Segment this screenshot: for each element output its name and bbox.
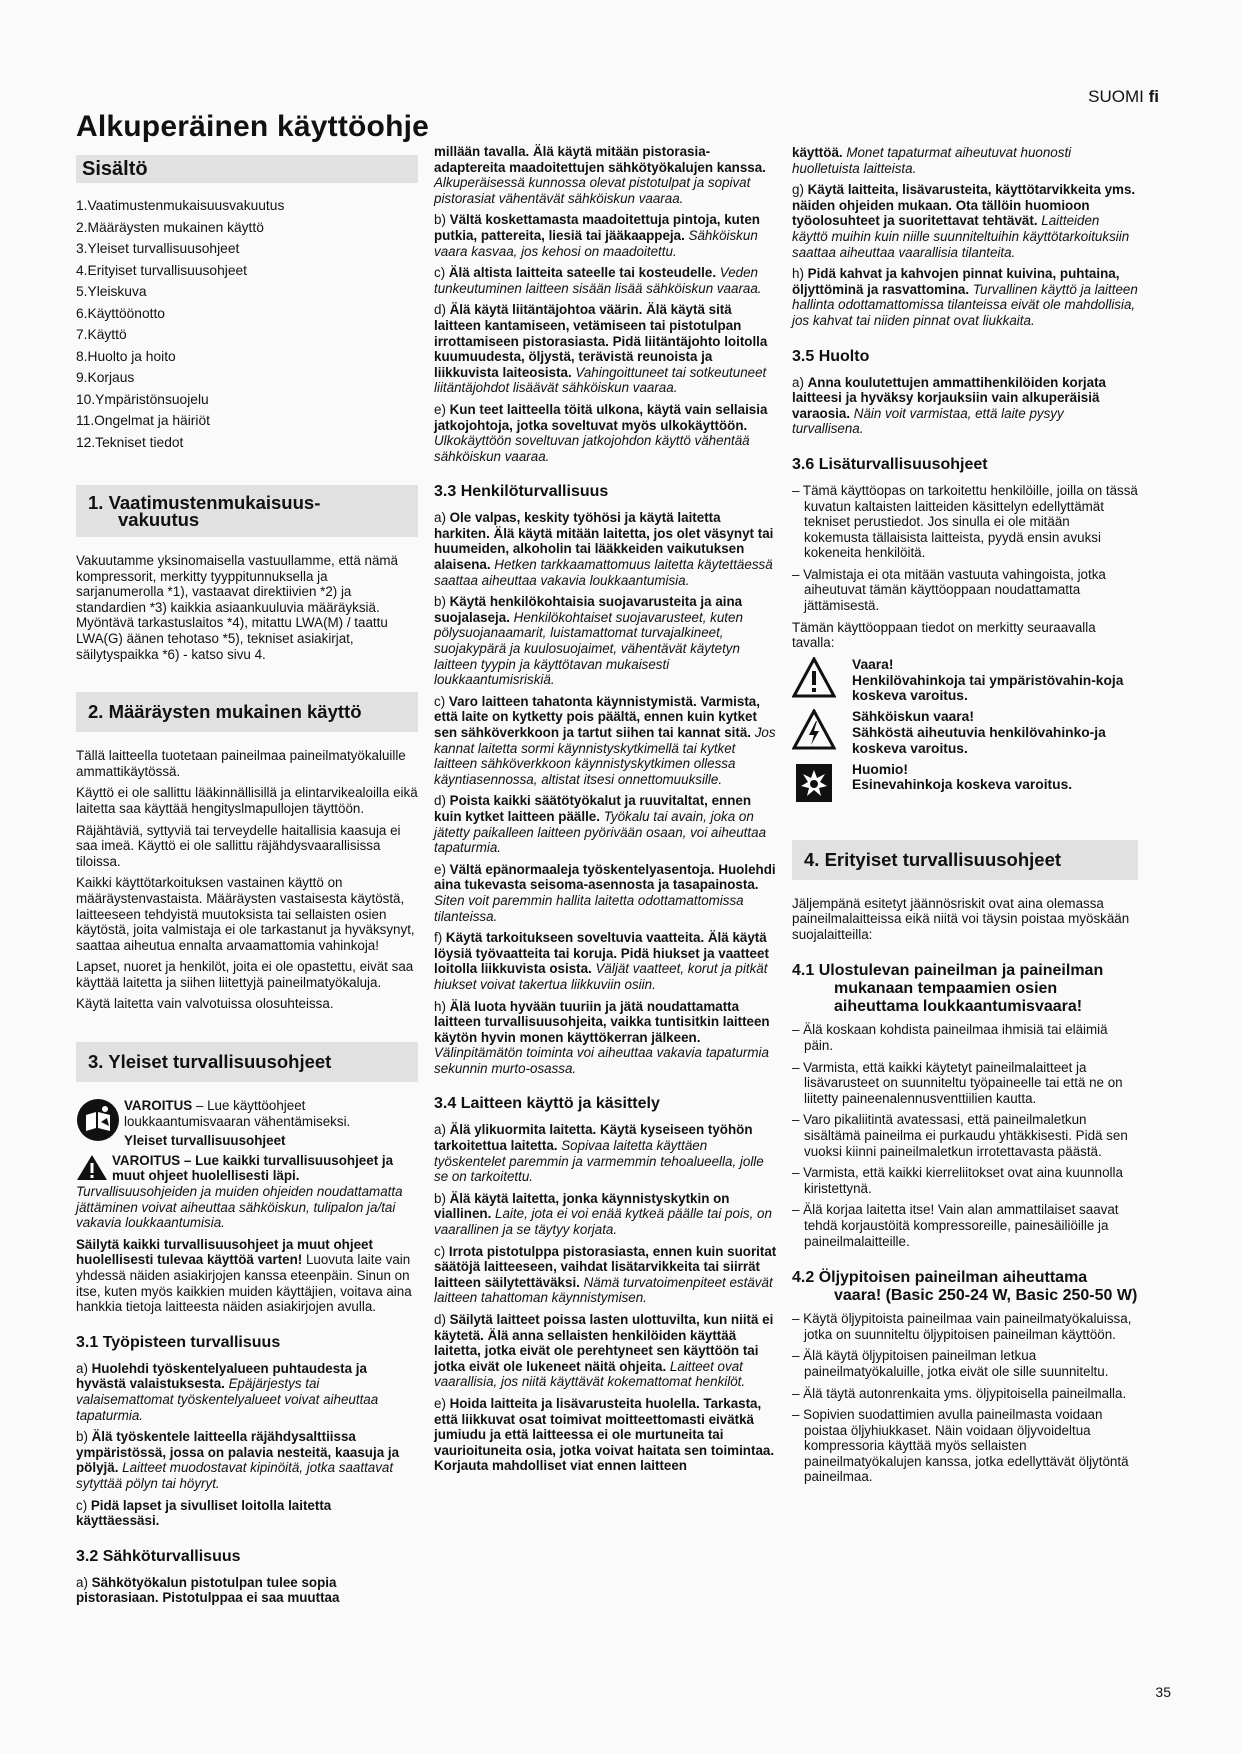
rule-bold: Vältä epänormaaleja työskentelyasentoja. Huolehdi aina tukevasta seisoma-asennosta ja tasapainosta. [434,861,776,893]
rule-bold: Poista kaikki säätötyökalut ja ruuvitaltat, ennen kuin kytket laitteen päälle. [434,793,752,824]
toc-item: 1.Vaatimustenmukaisuusvakuutus [76,198,285,213]
rule-bold: Hoida laitteita ja lisävarusteita huolella. Tarkasta, että liikkuvat osat toimivat moitteettomasti eivätkä jumiudu ja että laitteessa ei ole murtuneita tai vaurioituneita osia, jotka voivat haitata sen toimintaa. Korjauta mahdolliset viat ennen laitteen [434,1395,775,1474]
toc-item: 7.Käyttö [76,327,127,342]
section-1-heading-line1: 1. Vaatimustenmukaisuus- [88,492,321,513]
list-item: – Tämä käyttöopas on tarkoitettu henkilöille, joilla on tässä kuvatun kaltaisten laitteiden käsittelyn edellyttämät tekniset perustiedot. Jos sinulla ei ole mitään kokemusta tällaisista laitteista, pyydä ensin avuksi kokeneita henkilöitä. [792,482,1138,561]
rule-bold: Älä luota hyvään tuuriin ja jätä noudattamatta laitteen turvallisuusohjeita, vaikka tuntisitkin laitteen käytön hyvin monen käyttökerran jälkeen. [434,998,770,1045]
rule-letter: c) [434,1243,449,1259]
rule-italic: Laitteet muodostavat kipinöitä, jotka saattavat sytyttää pölyn tai höyryt. [76,1460,394,1491]
read-manual-icon [76,1098,120,1142]
paragraph: Käytä laitetta vain valvotuissa olosuhteissa. [76,996,334,1012]
rule-item [76,1361,418,1423]
material-damage-icon [792,762,836,804]
rule-letter: e) [434,861,450,877]
list-item: – Käytä öljypitoista paineilmaa vain paineilmatyökaluissa, jotka on suunniteltu öljypitoisen paineilman käyttöön. [792,1311,1132,1342]
rule-bold: Älä altista laitteita sateelle tai kosteudelle. [448,265,717,281]
subsection-4-2-heading: 4.2 Öljypitoisen paineilman aiheuttama vaara! (Basic 250-24 W, Basic 250-50 W) [792,1269,1138,1305]
rule-item [434,302,780,396]
section-3-heading: 3. Yleiset turvallisuusohjeet [76,1042,418,1082]
rule-item [434,510,780,588]
symbol-title: Huomio! [852,761,908,777]
rule-italic: Laitteiden käyttö muihin kuin niille suunniteltuihin käyttötarkoituksiin saattaa aiheuttaa vaarallisia tilanteita. [792,213,1130,260]
subsection-4-1-heading: 4.1 Ulostulevan paineilman ja paineilman mukanaan tempaamien osien aiheuttama loukkaantumisvaara! [792,962,1104,1016]
rule-letter: h) [792,266,808,282]
rule-bold: Varo laitteen tahatonta käynnistymistä. Varmista, että laite on kytketty pois päältä, ennen kuin kytket sen sähköverkkoon ja tartut siihen tai kannat sitä. [434,693,760,740]
warning-italic: Turvallisuusohjeiden ja muiden ohjeiden noudattamatta jättäminen voivat aiheuttaa sähköiskun, tulipalon ja/tai vakavia loukkaantumisia. [76,1184,403,1231]
rule-italic: Sähköiskun vaara kasvaa, jos kehosi on maadoitettu. [434,227,758,259]
rule-italic: Näin voit varmistaa, että laite pysyy turvallisena. [792,405,1064,437]
warning-read-all [76,1153,418,1231]
paragraph: Kaikki käyttötarkoituksen vastainen käyttö on määräystenvastaista. Määräysten vastaisesta käytöstä, laitteeseen tehdyistä muutoksista tai sellaisten osien käytöstä, joita valmistaja ei ole tarkastanut ja hyväksynyt, saattaa aiheutua ennalta arvaamattomia vahinkoja! [76,875,415,953]
rule-italic: Sopivaa laitetta käyttäen työskentelet paremmin ja varmemmin tehoalueella, jolle se on tarkoitettu. [434,1138,764,1185]
rule-bold: Irrota pistotulppa pistorasiasta, ennen kuin suoritat säätöjä laitteeseen, vaihdat lisätarvikkeita tai siirrät laitteen säilytettäväksi. [434,1243,777,1290]
rule-letter: b) [434,212,450,228]
rule-italic: Nämä turvatoimenpiteet estävät laitteen tahattoman käynnistymisen. [434,1274,773,1306]
rule-letter: a) [76,1360,92,1376]
language-name: SUOMI [1088,87,1144,106]
read-manual-warning [76,1098,418,1149]
symbol-description: Sähköstä aiheutuvia henkilövahinko-ja koskeva varoitus. [852,725,1106,756]
rule-bold: Käytä henkilökohtaisia suojavarusteita ja aina suojalaseja. [434,594,743,625]
language-header [1088,87,1159,107]
toc-item: 10.Ympäristönsuojelu [76,391,209,407]
rule-item-continued [792,145,1138,176]
rule-letter: a) [76,1574,92,1590]
rule-italic: Henkilökohtaiset suojavarusteet, kuten pölysuojanaamarit, luistamattomat turvajalkineet, suojakypärä ja kuulosuojaimet, vähentävät käytetyn laitteen tyypin ja käyttötavan mukaisesti loukkaantumisriskiä. [434,609,743,688]
section-2-heading: 2. Määräysten mukainen käyttö [76,692,418,732]
rule-item [792,182,1138,260]
rule-italic: Monet tapaturmat aiheutuvat huonosti huolletuista laitteista. [792,145,1072,176]
rule-item [792,266,1138,328]
list-item: – Valmistaja ei ota mitään vastuuta vahingoista, jotka aiheutuvat tämän käyttöoppaan noudattamatta jättämisestä. [792,566,1106,614]
rule-letter: a) [434,510,450,526]
rule-bold: Käytä tarkoitukseen soveltuvia vaatteita. Älä käytä löysiä työvaatteita tai koruja. Pidä hiukset ja vaatteet loitolla liikkuvista osista. [434,930,769,977]
rule-italic: Epäjärjestys tai valaisemattomat työskentelyalueet voivat aiheuttaa tapaturmia. [76,1376,379,1423]
subsection-3-2-heading: 3.2 Sähköturvallisuus [76,1547,241,1565]
declaration-text: Vakuutamme yksinomaisella vastuullamme, että nämä kompressorit, merkitty tyyppitunnuksella ja sarjanumerolla *1), vastaavat direktiivien *2) ja standardien *3) kaikkia asiaankuuluvia määräyksiä. Myöntävä tarkastuslaitos *4), mitattu LWA(M) / taattu LWA(G) äänen tehotaso *5), tekniset asiakirjat, säilytyspaikka *6) - katso sivu 4. [76,553,399,662]
warning-text: – Lue käyttöohjeet loukkaantumisvaaran vähentämiseksi. [124,1098,351,1129]
rule-bold: Sähkötyökalun pistotulpan tulee sopia pistorasiaan. Pistotulppaa ei saa muuttaa [76,1574,340,1606]
rule-italic: Siten voit paremmin hallita laitetta odottamattomissa tilanteissa. [434,892,744,924]
list-item: – Varmista, että kaikki käytetyt paineilmalaitteet ja lisävarusteet on suunniteltu työpaineelle tai että ne on liitetty paineenalennusventtiilien kautta. [792,1059,1123,1106]
rule-bold: Älä käytä laitetta, jonka käynnistyskytkin on viallinen. [434,1190,730,1222]
rule-letter: d) [434,793,450,809]
subsection-3-1-heading: 3.1 Työpisteen turvallisuus [76,1333,281,1351]
keep-instructions [76,1237,418,1315]
list-item: – Älä korjaa laitetta itse! Vain alan ammattilaiset saavat tehdä korjaustöitä kompressoreille, painesäiliöille ja paineilmalaitteille. [792,1202,1119,1249]
rule-letter: c) [434,265,449,281]
rule-italic: Laite, jota ei voi enää kytkeä päälle tai pois, on vaarallinen ja se täytyy korjata. [434,1206,772,1238]
general-safety-title: Yleiset turvallisuusohjeet [124,1133,286,1149]
rule-item [434,1244,780,1306]
rule-bold: Älä työskentele laitteella räjähdysalttiissa ympäristössä, jossa on palavia nesteitä, kaasuja ja pölyjä. [76,1429,400,1476]
paragraph: Lapset, nuoret ja henkilöt, joita ei ole opastettu, eivät saa käyttää laitetta ja siihen liitettyjä paineilmatyökaluja. [76,959,414,990]
column-3 [792,145,1138,1491]
rule-bold: Säilytä laitteet poissa lasten ulottuvilta, kun niitä ei käytetä. Älä anna sellaisten henkilöiden käyttää laitetta, jotka eivät ole perehtyneet sen käyttöön tai jotka eivät ole lukeneet näitä ohjeita. [434,1312,774,1374]
rule-item [76,1498,418,1529]
rule-item [434,1191,780,1238]
paragraph: Käyttö ei ole sallittu lääkinnällisillä ja elintarvikealoilla eikä laitetta saa käyttää hengityslmapullojen täyttöön. [76,785,418,816]
page-title: Alkuperäinen käyttöohje [76,110,430,143]
rule-letter: f) [434,930,446,946]
read-manual-text [124,1098,418,1149]
rule-item [434,265,780,296]
rule-bold: Pidä kahvat ja kahvojen pinnat kuivina, puhtaina, öljyttöminä ja rasvattomina. [792,266,1120,297]
rule-letter: d) [434,1312,450,1327]
paragraph: Tällä laitteella tuotetaan paineilmaa paineilmatyökaluille ammattikäytössä. [76,748,406,779]
symbol-electric [792,709,1138,756]
rule-italic: Veden tunkeutuminen laitteen sisään lisää sähköiskun vaaraa. [434,265,762,296]
rule-item [434,594,780,688]
rule-italic: Turvallinen käyttö ja laitteen hallinta odottamattomissa tilanteissa eivät ole mahdollisia, jos kahvat tai niiden pinnat ovat liukkaita. [792,281,1138,328]
rule-letter: h) [434,998,450,1014]
toc-item: 4.Erityiset turvallisuusohjeet [76,262,248,278]
warning-label: VAROITUS [124,1098,193,1114]
rule-item [76,1575,418,1606]
page-number: 35 [1155,1684,1171,1700]
rule-item [792,375,1138,437]
symbol-title: Sähköiskun vaara! [852,709,974,725]
toc-item: 6.Käyttöönotto [76,305,165,321]
subsection-3-4-heading: 3.4 Laitteen käyttö ja käsittely [434,1095,660,1113]
warning-triangle-icon [76,1154,108,1181]
rule-letter: b) [76,1429,92,1445]
section-1-heading [76,485,418,537]
symbol-description: Henkilövahinkoja tai ympäristövahin-koja koskeva varoitus. [852,672,1124,704]
section-4-intro: Jäljempänä esitetyt jäännösriskit ovat aina olemassa paineilmalaitteissa eikä niitä voi täysin poistaa myöskään suojalaitteilla: [792,895,1130,942]
section-4-heading: 4. Erityiset turvallisuusohjeet [792,840,1138,880]
rule-bold: Vältä koskettamasta maadoitettuja pintoja, kuten putkia, pattereita, liesiä tai jääkaappeja. [434,212,760,243]
rule-item [434,1396,780,1474]
toc-item: 2.Määräysten mukainen käyttö [76,219,264,235]
list-item: – Älä koskaan kohdista paineilmaa ihmisiä tai eläimiä päin. [792,1022,1108,1053]
column-2 [434,144,780,1480]
rule-italic: Hetken tarkkaamattomuus laitetta käytettäessä saattaa aiheuttaa vakavia loukkaantumisia. [434,557,773,588]
language-code: fi [1148,87,1159,106]
column-1 [76,145,418,1612]
rule-bold: Pidä lapset ja sivulliset loitolla laitetta käyttäessäsi. [76,1497,332,1529]
warning-triangle-icon [792,657,836,699]
rule-italic: Vahingoittuneet tai sotkeutuneet liitäntäjohdot lisäävät sähköiskun vaaraa. [434,364,767,396]
list-item: – Varmista, että kaikki kierreliitokset ovat aina kuunnolla kiristettynä. [792,1165,1123,1196]
toc-item: 12.Tekniset tiedot [76,434,184,450]
rule-letter: a) [792,374,808,390]
rule-item [434,999,780,1077]
warning-bold: VAROITUS – Lue kaikki turvallisuusohjeet ja muut ohjeet huolellisesti läpi. [112,1152,394,1184]
symbol-danger [792,657,1138,704]
rule-letter: d) [434,302,450,318]
rule-italic: Väljät vaatteet, korut ja pitkät hiukset voivat takertua liikkuviin osiin. [434,961,768,992]
rule-item [434,402,780,464]
electric-shock-icon [792,709,836,751]
rule-item [434,930,780,992]
symbols-intro: Tämän käyttöoppaan tiedot on merkitty seuraavalla tavalla: [792,619,1096,651]
rule-item [434,793,780,855]
keep-bold: Säilytä kaikki turvallisuusohjeet ja muut ohjeet huolellisesti tulevaa käyttöä varten! [76,1236,373,1268]
rule-letter: e) [434,1395,450,1411]
list-item: – Sopivien suodattimien avulla paineilmasta voidaan poistaa öljyhiukkaset. Näin voidaan öljyvoideltua kompressoria käyttää myös sellaisten paineilmatyökalujen kanssa, jotka edellyttävät öljytöntä paineilmaa. [792,1407,1129,1485]
toc-item: 11.Ongelmat ja häiriöt [76,413,210,428]
subsection-3-5-heading: 3.5 Huolto [792,347,870,365]
rule-item [434,1122,780,1184]
rule-bold: Käytä laitteita, lisävarusteita, käyttötarvikkeita yms. näiden ohjeiden mukaan. Ota tällöin huomioon työolosuhteet ja suoritettavat tehtävät. [792,182,1136,229]
rule-bold: Huolehdi työskentelyalueen puhtaudesta ja hyvästä valaistuksesta. [76,1360,367,1392]
list-item: – Älä käytä öljypitoisen paineilman letkua paineilmatyökaluille, jotka eivät ole sille suunniteltu. [792,1348,1109,1379]
rule-item [76,1429,418,1491]
rule-item [434,862,780,924]
rule-bold: Ole valpas, keskity työhösi ja käytä laitetta harkiten. Älä käytä mitään laitetta, jos olet väsynyt tai huumeiden, alkoholin tai lääkkeiden vaikutuksen alaisena. [434,510,774,573]
rule-item-continued [434,144,780,206]
rule-letter: c) [434,693,449,709]
toc-heading: Sisältö [76,155,418,183]
subsection-3-6-heading: 3.6 Lisäturvallisuusohjeet [792,455,988,473]
symbol-caution [792,762,1138,804]
toc-item: 8.Huolto ja hoito [76,348,176,364]
section-1-heading-line2: vakuutus [118,509,200,530]
rule-bold: käyttöä. [792,145,843,160]
rule-bold: Kun teet laitteella töitä ulkona, käytä vain sellaisia jatkojohtoja, jotka soveltuvat myös ulkokäyttöön. [434,401,768,433]
keep-text: Luovuta laite vain yhdessä näiden asiakirjojen kanssa eteenpäin. Sinun on itse, kuten myös kaikkien muiden käyttäjien, voitava aina hankkia tietoja laitteesta näiden asiakirjojen avulla. [76,1252,412,1315]
list-item: – Älä täytä autonrenkaita yms. öljypitoisella paineilmalla. [792,1385,1127,1401]
list-item: – Varo pikaliitintä avatessasi, että paineilmaletkun sisältämä paineilma ei purkaudu yhtäkkisesti. Pidä sen vuoksi kiinni paineilmaletkun irrotettavasta päästä. [792,1112,1128,1159]
subsection-3-3-heading: 3.3 Henkilöturvallisuus [434,483,609,501]
symbol-title: Vaara! [852,656,894,672]
rule-letter: g) [792,182,808,198]
rule-bold: Älä käytä liitäntäjohtoa väärin. Älä käytä sitä laitteen kantamiseen, vetämiseen tai pistotulpan irrottamiseen pistorasiasta. Pidä liitäntäjohto loitolla kuumuudesta, öljystä, terävistä reunoista ja liikkuvista laiteosista. [434,302,768,380]
rule-bold: millään tavalla. Älä käytä mitään pistorasia-adaptereita maadoitettujen sähkötyökalujen kanssa. [434,144,766,175]
rule-letter: c) [76,1497,91,1513]
rule-bold: Anna koulutettujen ammattihenkilöiden korjata laitteesi ja hyväksy korjauksiin vain alkuperäisiä varaosia. [792,374,1106,421]
rule-italic: Jos kannat laitetta sormi käynnistyskytkimellä tai kytket laitteen sähköverkkoon käynnistyskytkimen ollessa käyntiasennossa, altistat itsesi onnettomuuksille. [434,725,776,787]
toc-item: 5.Yleiskuva [76,284,147,299]
rule-letter: b) [434,594,450,610]
rule-italic: Alkuperäisessä kunnossa olevat pistotulpat ja sopivat pistorasiat vähentävät sähköiskun vaaraa. [434,175,751,206]
rule-bold: Älä ylikuormita laitetta. Käytä kyseiseen työhön tarkoitettua laitetta. [434,1122,753,1154]
rule-item [434,1312,780,1390]
rule-letter: a) [434,1122,450,1138]
rule-item [434,212,780,259]
rule-item [434,694,780,788]
toc-list [76,195,418,453]
paragraph: Räjähtäviä, syttyviä tai terveydelle haitallisia kaasuja ei saa imeä. Käyttö ei ole sallittu räjähdysvaarallisissa tiloissa. [76,822,401,869]
rule-letter: b) [434,1190,450,1206]
symbol-description: Esinevahinkoja koskeva varoitus. [852,777,1073,793]
rule-letter: e) [434,401,450,417]
rule-italic: Ulkokäyttöön soveltuvan jatkojohdon käyttö vähentää sähköiskun vaaraa. [434,433,750,464]
toc-item: 3.Yleiset turvallisuusohjeet [76,241,240,256]
toc-item: 9.Korjaus [76,370,135,385]
rule-italic: Välinpitämätön toiminta voi aiheuttaa vakavia tapaturmia sekunnin murto-osassa. [434,1045,769,1076]
rule-italic: Laitteet ovat vaarallisia, jos niitä käyttävät kokemattomat henkilöt. [434,1358,746,1390]
rule-italic: Työkalu tai avain, joka on jätetty paikalleen laitteen pyörivään osaan, voi aiheuttaa tapaturmia. [434,808,767,856]
